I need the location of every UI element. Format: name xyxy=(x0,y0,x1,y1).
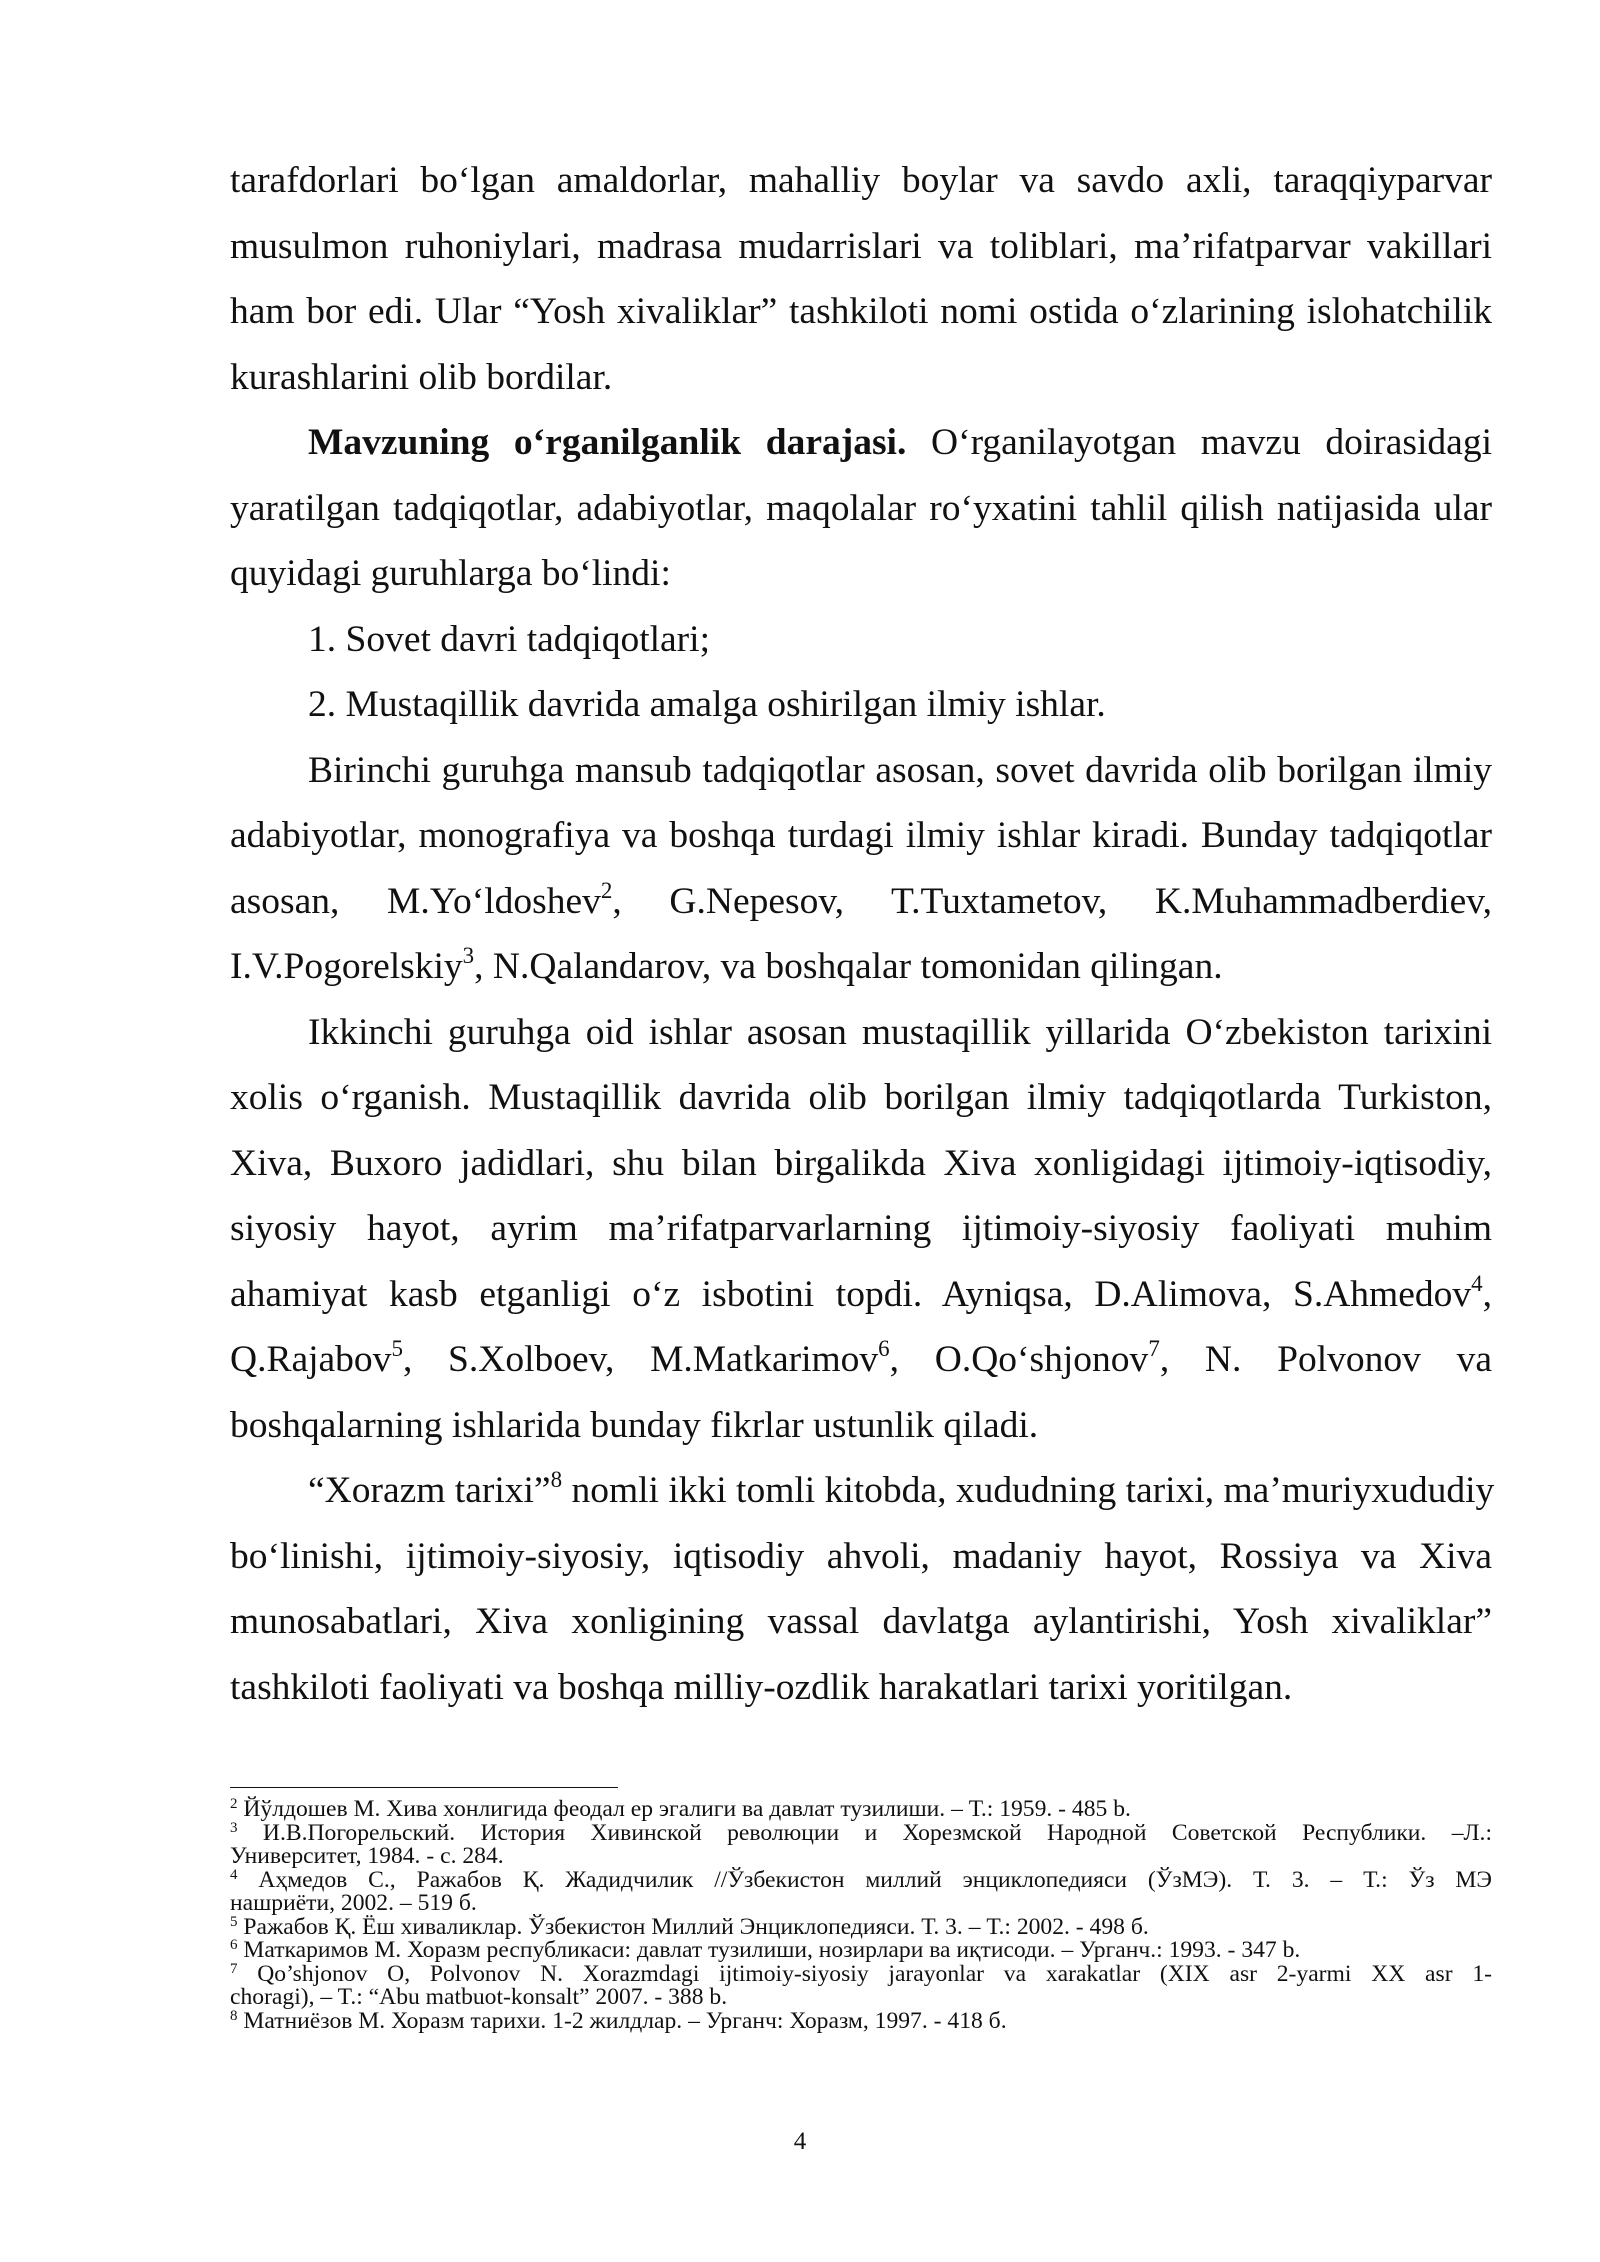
list-item: 2. Mustaqillik davrida amalga oshirilgan ilmiy ishlar. xyxy=(308,684,1106,725)
footnote-ref: 8 xyxy=(550,1467,563,1492)
text-line: quyidagi guruhlarga bo‘lindi: xyxy=(230,553,671,594)
text-line: boshqalarning ishlarida bunday fikrlar ustunlik qiladi. xyxy=(230,1404,1039,1446)
main-text xyxy=(230,148,1495,1720)
footnote-separator xyxy=(230,1787,618,1788)
text-line: adabiyotlar, monografiya va boshqa turdagi ilmiy ishlar kiradi. Bunday tadqiqotlar xyxy=(230,815,1492,856)
text-line: Q.Rajabov$^5$, S.Xolboev, M.Matkarimov$^6$, O.Qo‘shjonov$^7$, N. Polvonov va xyxy=(230,1336,1492,1380)
text-line: yaratilgan tadqiqotlar, adabiyotlar, maqolalar ro‘yxatini tahlil qilish natijasida ular xyxy=(230,487,1492,529)
footnote-ref: 4 xyxy=(1471,1270,1483,1296)
footnote-4-cont: нашриёти, 2002. – 519 б. xyxy=(230,1890,477,1916)
list-item: 1. Sovet davri tadqiqotlari; xyxy=(308,618,711,660)
text-line: asosan, M.Yo‘ldoshev$^2$, G.Nepesov, T.Tuxtametov, K.Muhammadberdiev, xyxy=(230,877,1492,922)
section-heading-line: Mavzuning o‘rganilganlik darajasi. O‘rganilayotgan mavzu doirasidagi xyxy=(308,422,1492,463)
text-line: “Xorazm tarixi”$^8$ nomli ikki tomli kitobda, xududning tarixi, ma’muriyxududiy xyxy=(308,1467,1495,1511)
text-line: Ikkinchi guruhga oid ishlar asosan mustaqillik yillarida O‘zbekiston tarixini xyxy=(308,1011,1492,1053)
footnote-4: $^4$ Аҳмедов С., Ражабов Қ. Жадидчилик //Ўзбекистон миллий энциклопедияси (ЎзМЭ). Т. 3. – Т.: Ўз МЭ xyxy=(230,1866,1492,1893)
text-line: ham bor edi. Ular “Yosh xivaliklar” tashkiloti nomi ostida o‘zlarining islohatchilik xyxy=(230,291,1492,332)
footnote-3-cont: Университет, 1984. - с. 284. xyxy=(230,1843,504,1869)
footnotes xyxy=(230,1798,1492,2033)
text-line: siyosiy hayot, ayrim ma’rifatparvarlarning ijtimoiy-siyosiy faoliyati muhim xyxy=(230,1208,1492,1249)
footnote-2: $^2$ Йўлдошев М. Хива хонлигида феодал ер эгалиги ва давлат тузилиши. – Т.: 1959. - 485 b. xyxy=(230,1796,1131,1822)
footnote-ref: 7 xyxy=(1148,1336,1160,1361)
footnote-ref: 3 xyxy=(462,943,475,968)
text-line: bo‘linishi, ijtimoiy-siyosiy, iqtisodiy ahvoli, madaniy hayot, Rossiya va Xiva xyxy=(230,1535,1492,1577)
text-line: tarafdorlari bo‘lgan amaldorlar, mahalliy boylar va savdo axli, taraqqiyparvar xyxy=(230,160,1492,201)
text-line: I.V.Pogorelskiy$^3$, N.Qalandarov, va boshqalar tomonidan qilingan. xyxy=(230,943,1223,987)
footnote-ref: 5 xyxy=(391,1336,403,1361)
footnote-8: $^8$ Матниёзов М. Хоразм тарихи. 1-2 жилдлар. – Урганч: Хоразм, 1997. - 418 б. xyxy=(230,2007,1007,2034)
text-line: xolis o‘rganish. Mustaqillik davrida olib borilgan ilmiy tadqiqotlarda Turkiston, xyxy=(230,1077,1492,1118)
footnote-ref: 6 xyxy=(878,1336,890,1361)
text-line: ahamiyat kasb etganligi o‘z isbotini topdi. Ayniqsa, D.Alimova, S.Ahmedov$^4$, xyxy=(230,1270,1492,1315)
footnote-3: $^3$ И.В.Погорельский. История Хивинской революции и Хорезмской Народной Советской Республики. –Л.: xyxy=(230,1819,1492,1846)
footnote-5: $^5$ Ражабов Қ. Ёш хиваликлар. Ўзбекистон Миллий Энциклопедияси. Т. 3. – Т.: 2002. - 498 б. xyxy=(230,1913,1149,1940)
text-line: Birinchi guruhga mansub tadqiqotlar asosan, sovet davrida olib borilgan ilmiy xyxy=(308,749,1492,791)
footnote-ref: 2 xyxy=(600,877,613,903)
footnote-6: $^6$ Маткаримов М. Хоразм республикаси: давлат тузилиши, нозирлари ва иқтисоди. – Урганч.: 1993. - 347 b. xyxy=(230,1937,1301,1963)
footnote-7-cont: choragi), – T.: “Abu matbuot-konsalt” 2007. - 388 b. xyxy=(230,1984,728,2010)
page-number: 4 xyxy=(793,2128,807,2155)
text-line: munosabatlari, Xiva xonligining vassal davlatga aylantirishi, Yosh xivaliklar” xyxy=(230,1601,1492,1642)
text-line: kurashlarini olib bordilar. xyxy=(230,356,613,398)
text-line: Xiva, Buxoro jadidlari, shu bilan birgalikda Xiva xonligidagi ijtimoiy-iqtisodiy, xyxy=(230,1142,1492,1184)
text-line: tashkiloti faoliyati va boshqa milliy-ozdlik harakatlari tarixi yoritilgan. xyxy=(230,1666,1293,1708)
text-line: musulmon ruhoniylari, madrasa mudarrislari va toliblari, ma’rifatparvar vakillari xyxy=(230,225,1492,267)
section-heading: Mavzuning o‘rganilganlik darajasi. xyxy=(308,422,907,463)
footnote-7: $^7$ Qo’shjonov O, Polvonov N. Xorazmdagi ijtimoiy-siyosiy jarayonlar va xarakatlar (XIX asr 2-yarmi XX asr 1- xyxy=(230,1960,1492,1987)
